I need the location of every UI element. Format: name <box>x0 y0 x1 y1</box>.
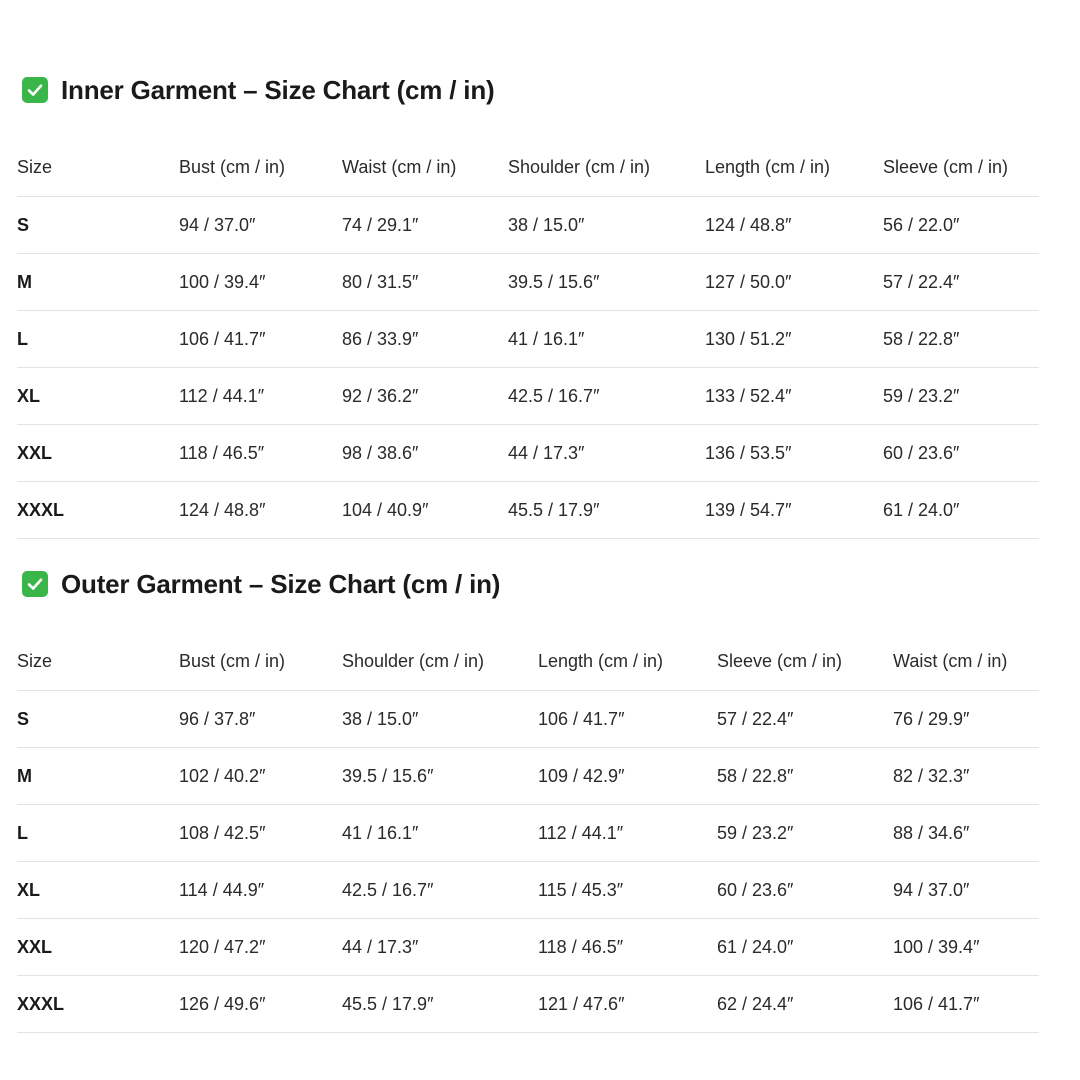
waist-cell: 92 / 36.2″ <box>342 368 508 425</box>
column-header-length: Length (cm / in) <box>705 138 883 197</box>
bust-cell: 102 / 40.2″ <box>179 748 342 805</box>
column-header-shoulder: Shoulder (cm / in) <box>342 632 538 691</box>
column-header-shoulder: Shoulder (cm / in) <box>508 138 705 197</box>
shoulder-cell: 38 / 15.0″ <box>508 197 705 254</box>
shoulder-cell: 39.5 / 15.6″ <box>342 748 538 805</box>
size-cell: S <box>17 691 179 748</box>
table-row <box>17 805 1039 862</box>
column-header-sleeve: Sleeve (cm / in) <box>883 138 1039 197</box>
inner-garment-section <box>17 70 1039 539</box>
outer-title-row <box>22 564 1039 604</box>
inner-title-row <box>22 70 1039 110</box>
waist-cell: 74 / 29.1″ <box>342 197 508 254</box>
column-header-waist: Waist (cm / in) <box>893 632 1039 691</box>
size-cell: M <box>17 748 179 805</box>
shoulder-cell: 45.5 / 17.9″ <box>508 482 705 539</box>
column-header-sleeve: Sleeve (cm / in) <box>717 632 893 691</box>
check-mark-icon <box>22 571 48 597</box>
table-row <box>17 254 1039 311</box>
column-header-waist: Waist (cm / in) <box>342 138 508 197</box>
sleeve-cell: 60 / 23.6″ <box>717 862 893 919</box>
shoulder-cell: 41 / 16.1″ <box>342 805 538 862</box>
bust-cell: 120 / 47.2″ <box>179 919 342 976</box>
length-cell: 127 / 50.0″ <box>705 254 883 311</box>
inner-size-table <box>17 138 1039 539</box>
shoulder-cell: 38 / 15.0″ <box>342 691 538 748</box>
sleeve-cell: 61 / 24.0″ <box>717 919 893 976</box>
table-header-row <box>17 138 1039 197</box>
bust-cell: 100 / 39.4″ <box>179 254 342 311</box>
size-cell: S <box>17 197 179 254</box>
bust-cell: 114 / 44.9″ <box>179 862 342 919</box>
table-row <box>17 425 1039 482</box>
waist-cell: 106 / 41.7″ <box>893 976 1039 1033</box>
size-cell: XXXL <box>17 976 179 1033</box>
table-row <box>17 691 1039 748</box>
sleeve-cell: 62 / 24.4″ <box>717 976 893 1033</box>
bust-cell: 112 / 44.1″ <box>179 368 342 425</box>
shoulder-cell: 42.5 / 16.7″ <box>508 368 705 425</box>
bust-cell: 94 / 37.0″ <box>179 197 342 254</box>
length-cell: 136 / 53.5″ <box>705 425 883 482</box>
size-cell: M <box>17 254 179 311</box>
shoulder-cell: 42.5 / 16.7″ <box>342 862 538 919</box>
column-header-length: Length (cm / in) <box>538 632 717 691</box>
size-cell: XXL <box>17 919 179 976</box>
table-row <box>17 862 1039 919</box>
size-cell: XL <box>17 862 179 919</box>
sleeve-cell: 58 / 22.8″ <box>717 748 893 805</box>
length-cell: 106 / 41.7″ <box>538 691 717 748</box>
check-mark-icon <box>22 77 48 103</box>
length-cell: 124 / 48.8″ <box>705 197 883 254</box>
length-cell: 130 / 51.2″ <box>705 311 883 368</box>
waist-cell: 100 / 39.4″ <box>893 919 1039 976</box>
sleeve-cell: 57 / 22.4″ <box>717 691 893 748</box>
column-header-bust: Bust (cm / in) <box>179 632 342 691</box>
size-cell: L <box>17 805 179 862</box>
sleeve-cell: 59 / 23.2″ <box>883 368 1039 425</box>
waist-cell: 86 / 33.9″ <box>342 311 508 368</box>
waist-cell: 82 / 32.3″ <box>893 748 1039 805</box>
size-cell: L <box>17 311 179 368</box>
bust-cell: 124 / 48.8″ <box>179 482 342 539</box>
sleeve-cell: 58 / 22.8″ <box>883 311 1039 368</box>
table-row <box>17 748 1039 805</box>
table-row <box>17 197 1039 254</box>
shoulder-cell: 45.5 / 17.9″ <box>342 976 538 1033</box>
size-cell: XL <box>17 368 179 425</box>
sleeve-cell: 56 / 22.0″ <box>883 197 1039 254</box>
size-cell: XXXL <box>17 482 179 539</box>
waist-cell: 94 / 37.0″ <box>893 862 1039 919</box>
shoulder-cell: 44 / 17.3″ <box>508 425 705 482</box>
length-cell: 112 / 44.1″ <box>538 805 717 862</box>
sleeve-cell: 59 / 23.2″ <box>717 805 893 862</box>
sleeve-cell: 61 / 24.0″ <box>883 482 1039 539</box>
column-header-bust: Bust (cm / in) <box>179 138 342 197</box>
table-row <box>17 311 1039 368</box>
bust-cell: 106 / 41.7″ <box>179 311 342 368</box>
bust-cell: 96 / 37.8″ <box>179 691 342 748</box>
bust-cell: 118 / 46.5″ <box>179 425 342 482</box>
bust-cell: 108 / 42.5″ <box>179 805 342 862</box>
table-row <box>17 976 1039 1033</box>
table-row <box>17 482 1039 539</box>
table-row <box>17 368 1039 425</box>
length-cell: 121 / 47.6″ <box>538 976 717 1033</box>
sleeve-cell: 60 / 23.6″ <box>883 425 1039 482</box>
outer-size-chart-title: Outer Garment – Size Chart (cm / in) <box>61 568 501 599</box>
table-row <box>17 919 1039 976</box>
waist-cell: 98 / 38.6″ <box>342 425 508 482</box>
inner-size-chart-title: Inner Garment – Size Chart (cm / in) <box>61 74 495 105</box>
column-header-size: Size <box>17 138 179 197</box>
length-cell: 133 / 52.4″ <box>705 368 883 425</box>
length-cell: 139 / 54.7″ <box>705 482 883 539</box>
length-cell: 115 / 45.3″ <box>538 862 717 919</box>
sleeve-cell: 57 / 22.4″ <box>883 254 1039 311</box>
waist-cell: 76 / 29.9″ <box>893 691 1039 748</box>
shoulder-cell: 44 / 17.3″ <box>342 919 538 976</box>
waist-cell: 104 / 40.9″ <box>342 482 508 539</box>
table-header-row <box>17 632 1039 691</box>
length-cell: 118 / 46.5″ <box>538 919 717 976</box>
shoulder-cell: 41 / 16.1″ <box>508 311 705 368</box>
size-cell: XXL <box>17 425 179 482</box>
shoulder-cell: 39.5 / 15.6″ <box>508 254 705 311</box>
waist-cell: 80 / 31.5″ <box>342 254 508 311</box>
outer-garment-section <box>17 564 1039 1033</box>
bust-cell: 126 / 49.6″ <box>179 976 342 1033</box>
waist-cell: 88 / 34.6″ <box>893 805 1039 862</box>
column-header-size: Size <box>17 632 179 691</box>
outer-size-table <box>17 632 1039 1033</box>
length-cell: 109 / 42.9″ <box>538 748 717 805</box>
